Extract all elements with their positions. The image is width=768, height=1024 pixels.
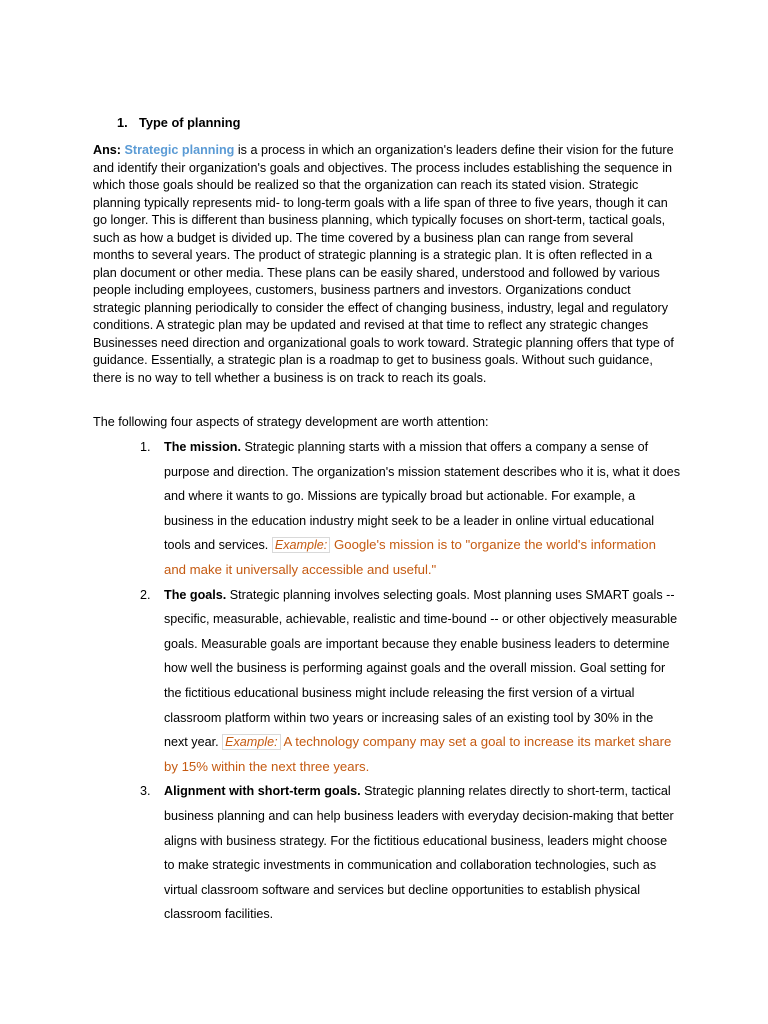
aspect-body: Strategic planning starts with a mission that offers a company a sense of purpose and direction. The organization's mission statement describes who it is, what it does and where it wants to go. Missions are typically broad but actionable. For example, a business in the education industry might seek to be a leader in online virtual educational tools and services.	[164, 440, 680, 553]
example-label: Example:	[272, 537, 331, 553]
intro-paragraph-1	[93, 142, 677, 335]
aspect-item-mission	[140, 435, 680, 583]
aspect-item-alignment	[140, 779, 680, 927]
aspect-number: 3.	[140, 784, 151, 799]
aspect-body: Strategic planning involves selecting goals. Most planning uses SMART goals -- specific, measurable, achievable, realistic and time-bound -- or other objectively measurable goals. Measurable goals are important because they enable business leaders to determine how well the business is performing against goals and the overall mission. Goal setting for the fictitious educational business might include releasing the first version of a virtual classroom platform within two years or increasing sales of an existing tool by 30% in the next year.	[164, 587, 678, 750]
aspect-title: The goals.	[164, 587, 227, 602]
heading-text: Type of planning	[139, 115, 241, 130]
intro-paragraph-1-text: is a process in which an organization's leaders define their vision for the future and identify their organization's goals and objectives. The process includes establishing the sequence in which those goals should be realized so that the organization can reach its stated vision. Strategic planning typically represents mid- to long-term goals with a life span of three to five years, though it can go longer. This is different than business planning, which typically focuses on short-term, tactical goals, such as how a budget is divided up. The time covered by a business plan can range from several months to several years. The product of strategic planning is a strategic plan. It is often reflected in a plan document or other media. These plans can be easily shared, understood and followed by various people including employees, customers, business partners and investors. Organizations conduct strategic planning periodically to consider the effect of changing business, industry, legal and regulatory conditions. A strategic plan may be updated and revised at that time to reflect any strategic changes	[93, 143, 674, 332]
aspects-intro: The following four aspects of strategy development are worth attention:	[93, 415, 489, 429]
intro-text	[93, 142, 677, 387]
example-text: A technology company may set a goal to increase its market share by 15% within the next three years.	[164, 734, 672, 774]
ans-label: Ans:	[93, 143, 121, 157]
section-heading	[117, 115, 240, 131]
aspect-body: Strategic planning relates directly to short-term, tactical business planning and can help business leaders with everyday decision-making that better aligns with business strategy. For the fictitious educational business, leaders might choose to make strategic investments in communication and collaboration technologies, such as virtual classroom software and services but decline opportunities to establish physical classroom facilities.	[164, 784, 674, 922]
aspect-number: 1.	[140, 440, 151, 454]
intro-paragraph-2: Businesses need direction and organizational goals to work toward. Strategic planning offers that type of guidance. Essentially, a strategic plan is a roadmap to get to business goals. Without such guidance, there is no way to tell whether a business is on track to reach its goals.	[93, 335, 674, 385]
example-label: Example:	[222, 734, 281, 750]
aspect-number: 2.	[140, 587, 151, 602]
example-text: Google's mission is to "organize the world's information and make it universally accessible and useful."	[164, 537, 656, 577]
aspect-title: The mission.	[164, 440, 241, 454]
aspect-title: Alignment with short-term goals.	[164, 784, 361, 799]
aspect-item-goals	[140, 583, 680, 780]
strategic-planning-link[interactable]: Strategic planning	[124, 143, 235, 157]
heading-number: 1.	[117, 115, 128, 130]
aspects-list	[140, 435, 680, 927]
